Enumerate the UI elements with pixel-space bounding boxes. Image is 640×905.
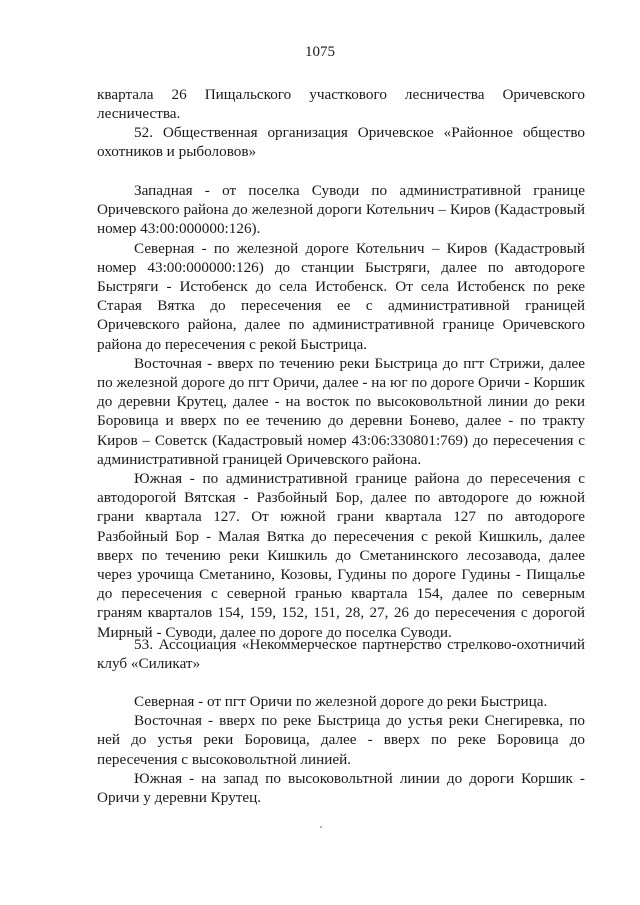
section-53-body xyxy=(97,692,585,807)
intro-paragraph-block xyxy=(97,85,585,123)
section-52-heading: 52. Общественная организация Оричевское «Районное общество охотников и рыболовов» xyxy=(97,124,585,161)
intro-line: квартала 26 Пищальского участкового лесничества Оричевского лесничества. xyxy=(97,86,585,123)
section-53-east: Восточная - вверх по реке Быстрица до устья реки Снегиревка, по ней до устья реки Боровица, далее - вверх по реке Боровица до пересечения с высоковольтной линией. xyxy=(97,712,585,768)
page-number: 1075 xyxy=(305,44,335,60)
section-53 xyxy=(97,635,585,673)
section-53-south: Южная - на запад по высоковольтной линии до дороги Коршик - Оричи у деревни Крутец. xyxy=(97,769,585,807)
section-53-heading: 53. Ассоциация «Некоммерческое партнерство стрелково-охотничий клуб «Силикат» xyxy=(97,636,585,673)
section-52-body xyxy=(97,181,585,642)
section-53-north: Северная - от пгт Оричи по железной дороге до реки Быстрица. xyxy=(134,693,548,710)
section-52-north: Северная - по железной дороге Котельнич – Киров (Кадастровый номер 43:00:000000:126) до станции Быстряги, далее по автодороге Быстряги - Истобенск до села Истобенск. От села Истобенск по реке Старая Вятка до пересечения ее с административной границей Оричевского района, далее по административной границе Оричевского района до пересечения с рекой Быстрица. xyxy=(97,239,585,353)
section-52-west: Западная - от поселка Суводи по административной границе Оричевского района до железной дороги Котельнич – Киров (Кадастровый номер 43:00:000000:126). xyxy=(97,182,585,238)
scan-speck xyxy=(320,826,322,828)
section-52-south: Южная - по административной границе района до пересечения с автодорогой Вятская - Разбойный Бор, далее по автодороге до южной грани квартала 127. От южной грани квартала 127 по автодороге Разбойный Бор - Малая Вятка до пересечения с рекой Кишкиль, далее вверх по течению реки Кишкиль до Сметанинского лесозавода, далее через урочища Сметанино, Козовы, Гудины по дороге Гудины - Пищалье до пересечения с северной гранью квартала 154, далее по северным граням кварталов 154, 159, 152, 151, 28, 27, 26 до пересечения с дорогой Мирный - Суводи, далее по дороге до поселка Суводи. xyxy=(97,470,585,641)
section-52-east: Восточная - вверх по течению реки Быстрица до пгт Стрижи, далее по железной дороге до пгт Оричи, далее - на юг по дороге Оричи - Коршик до деревни Крутец, далее - на восток по высоковольтной линии до реки Боровица и вверх по ее течению до деревни Бонево, далее - по тракту Киров – Советск (Кадастровый номер 43:06:330801:769) до пересечения с административной границей Оричевского района. xyxy=(97,354,585,468)
section-52 xyxy=(97,123,585,161)
